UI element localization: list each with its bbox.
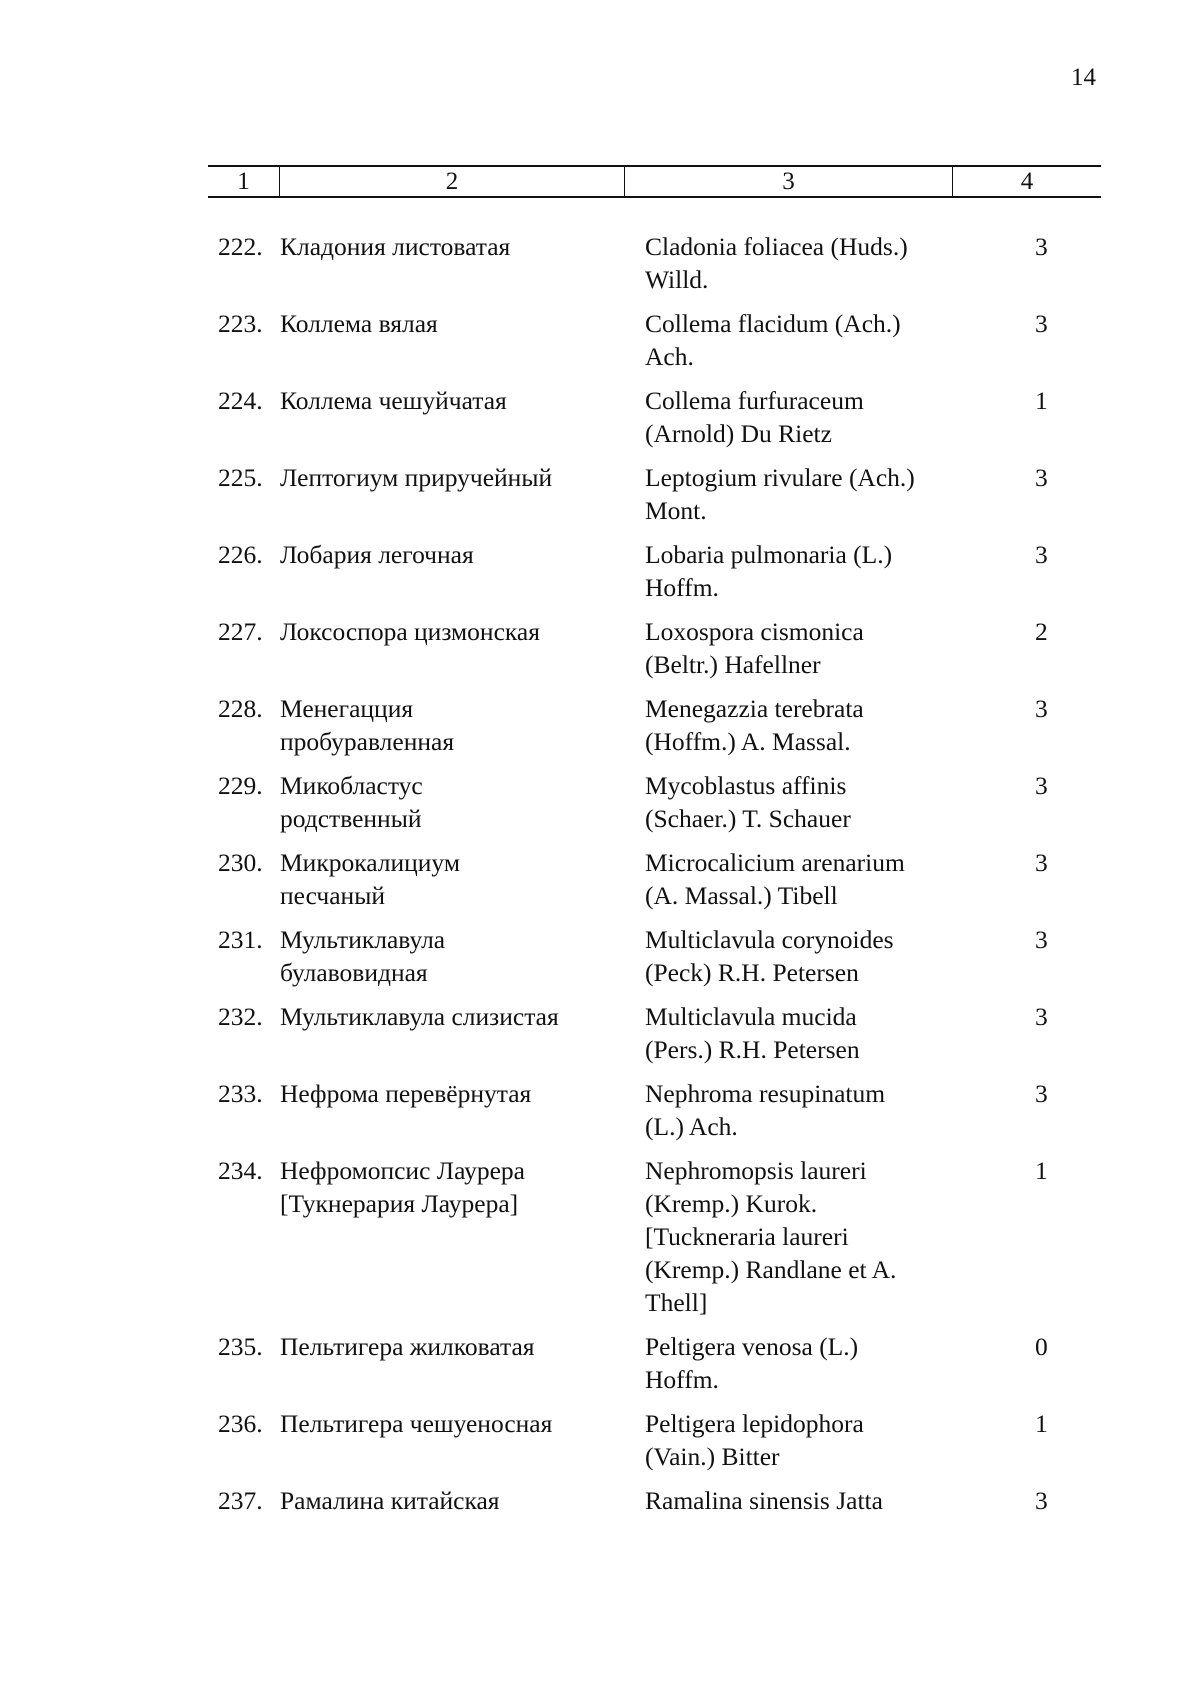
- latin-name: [625, 538, 953, 604]
- russian-name-line: Пельтигера чешуеносная: [280, 1409, 553, 1438]
- russian-name-line: Коллема чешуйчатая: [280, 386, 507, 415]
- russian-name: [280, 1077, 625, 1143]
- russian-name: [280, 538, 625, 604]
- table-row: [208, 1154, 1101, 1319]
- latin-name-line: (Vain.) Bitter: [645, 1442, 780, 1471]
- latin-name-line: Mont.: [645, 496, 707, 525]
- latin-name-line: Multiclavula mucida: [645, 1002, 857, 1031]
- latin-name-line: Loxospora cismonica: [645, 617, 864, 646]
- latin-name: [625, 461, 953, 527]
- latin-name-line: (A. Massal.) Tibell: [645, 881, 838, 910]
- russian-name-line: булавовидная: [280, 958, 428, 987]
- species-table-body: [208, 230, 1101, 1528]
- russian-name-line: Мультиклавула слизистая: [280, 1002, 559, 1031]
- row-number: 224.: [218, 386, 263, 415]
- latin-name-line: (Hoffm.) A. Massal.: [645, 727, 851, 756]
- row-number: 222.: [218, 232, 263, 261]
- russian-name: [280, 615, 625, 681]
- category: 3: [1035, 540, 1048, 569]
- row-number: 226.: [218, 540, 263, 569]
- row-number: 234.: [218, 1156, 263, 1185]
- latin-name-line: Ramalina sinensis Jatta: [645, 1486, 883, 1515]
- russian-name-line: Локсоспора цизмонская: [280, 617, 540, 646]
- russian-name: [280, 307, 625, 373]
- russian-name-line: Нефромопсис Лаурера: [280, 1156, 525, 1185]
- latin-name-line: (Beltr.) Hafellner: [645, 650, 821, 679]
- category: 3: [1035, 1079, 1048, 1108]
- table-row: [208, 1000, 1101, 1066]
- russian-name: [280, 230, 625, 296]
- russian-name-line: песчаный: [280, 881, 385, 910]
- russian-name-line: [Тукнерария Лаурера]: [280, 1189, 519, 1218]
- category: 3: [1035, 771, 1048, 800]
- row-number: 223.: [218, 309, 263, 338]
- latin-name: [625, 923, 953, 989]
- latin-name-line: Peltigera venosa (L.): [645, 1332, 859, 1361]
- latin-name: [625, 692, 953, 758]
- latin-name-line: Multiclavula corynoides: [645, 925, 894, 954]
- table-row: [208, 384, 1101, 450]
- latin-name-line: Mycoblastus affinis: [645, 771, 847, 800]
- latin-name-line: Hoffm.: [645, 1365, 719, 1394]
- latin-name-line: (Kremp.) Kurok.: [645, 1189, 818, 1218]
- russian-name: [280, 461, 625, 527]
- russian-name-line: Пельтигера жилковатая: [280, 1332, 535, 1361]
- latin-name: [625, 1484, 953, 1517]
- table-row: [208, 1484, 1101, 1517]
- russian-name: [280, 846, 625, 912]
- header-col-3: 3: [625, 167, 953, 196]
- russian-name: [280, 1330, 625, 1396]
- russian-name-line: пробуравленная: [280, 727, 455, 756]
- table-row: [208, 769, 1101, 835]
- latin-name-line: Collema furfuraceum: [645, 386, 864, 415]
- header-col-4: 4: [1020, 168, 1034, 195]
- header-col-1: 1: [208, 167, 280, 196]
- row-number: 235.: [218, 1332, 263, 1361]
- category: 2: [1035, 617, 1048, 646]
- latin-name-line: Peltigera lepidophora: [645, 1409, 864, 1438]
- category: 3: [1035, 1002, 1048, 1031]
- latin-name-line: Collema flacidum (Ach.): [645, 309, 901, 338]
- russian-name-line: Микрокалициум: [280, 848, 460, 877]
- row-number: 225.: [218, 463, 263, 492]
- russian-name: [280, 1154, 625, 1319]
- russian-name: [280, 692, 625, 758]
- category: 3: [1035, 925, 1048, 954]
- russian-name-line: Лобария легочная: [280, 540, 474, 569]
- row-number: 227.: [218, 617, 263, 646]
- latin-name-line: (Pers.) R.H. Petersen: [645, 1035, 860, 1064]
- russian-name-line: Кладония листоватая: [280, 232, 511, 261]
- category: 3: [1035, 694, 1048, 723]
- latin-name-line: Nephromopsis laureri: [645, 1156, 867, 1185]
- russian-name: [280, 923, 625, 989]
- russian-name-line: Микобластус: [280, 771, 423, 800]
- russian-name-line: Менегацция: [280, 694, 414, 723]
- latin-name: [625, 615, 953, 681]
- latin-name-line: Microcalicium arenarium: [645, 848, 905, 877]
- russian-name: [280, 1407, 625, 1473]
- latin-name-line: (Peck) R.H. Petersen: [645, 958, 859, 987]
- latin-name: [625, 307, 953, 373]
- latin-name-line: Lobaria pulmonaria (L.): [645, 540, 893, 569]
- russian-name-line: Коллема вялая: [280, 309, 438, 338]
- category: 1: [1035, 386, 1048, 415]
- latin-name: [625, 1330, 953, 1396]
- table-row: [208, 923, 1101, 989]
- row-number: 230.: [218, 848, 263, 877]
- page-number: 14: [1071, 64, 1096, 91]
- latin-name-line: Menegazzia terebrata: [645, 694, 864, 723]
- latin-name: [625, 1154, 953, 1319]
- row-number: 231.: [218, 925, 263, 954]
- row-number: 232.: [218, 1002, 263, 1031]
- latin-name-line: Cladonia foliacea (Huds.): [645, 232, 908, 261]
- category: 3: [1035, 848, 1048, 877]
- latin-name-line: (L.) Ach.: [645, 1112, 738, 1141]
- table-header: [208, 165, 1101, 198]
- category: 3: [1035, 309, 1048, 338]
- row-number: 229.: [218, 771, 263, 800]
- russian-name: [280, 1484, 625, 1517]
- table-row: [208, 846, 1101, 912]
- table-row: [208, 1077, 1101, 1143]
- russian-name: [280, 769, 625, 835]
- table-row: [208, 307, 1101, 373]
- russian-name-line: Лептогиум приручейный: [280, 463, 553, 492]
- russian-name-line: Нефрома перевёрнутая: [280, 1079, 532, 1108]
- table-row: [208, 615, 1101, 681]
- latin-name: [625, 384, 953, 450]
- category: 3: [1035, 463, 1048, 492]
- russian-name-line: родственный: [280, 804, 422, 833]
- table-row: [208, 538, 1101, 604]
- latin-name-line: Thell]: [645, 1288, 708, 1317]
- category: 1: [1035, 1409, 1048, 1438]
- latin-name-line: (Schaer.) T. Schauer: [645, 804, 851, 833]
- header-col-2: 2: [280, 167, 625, 196]
- row-number: 228.: [218, 694, 263, 723]
- latin-name: [625, 230, 953, 296]
- latin-name: [625, 769, 953, 835]
- category: 1: [1035, 1156, 1048, 1185]
- latin-name-line: Willd.: [645, 265, 709, 294]
- latin-name-line: Leptogium rivulare (Ach.): [645, 463, 915, 492]
- latin-name-line: Hoffm.: [645, 573, 719, 602]
- row-number: 233.: [218, 1079, 263, 1108]
- russian-name-line: Мультиклавула: [280, 925, 446, 954]
- table-row: [208, 230, 1101, 296]
- latin-name-line: (Arnold) Du Rietz: [645, 419, 832, 448]
- table-row: [208, 1330, 1101, 1396]
- category: 3: [1035, 232, 1048, 261]
- latin-name-line: Ach.: [645, 342, 694, 371]
- table-row: [208, 1407, 1101, 1473]
- russian-name: [280, 384, 625, 450]
- category: 3: [1035, 1486, 1048, 1515]
- latin-name: [625, 846, 953, 912]
- table-row: [208, 692, 1101, 758]
- russian-name: [280, 1000, 625, 1066]
- latin-name: [625, 1077, 953, 1143]
- category: 0: [1035, 1332, 1048, 1361]
- latin-name-line: Nephroma resupinatum: [645, 1079, 886, 1108]
- latin-name-line: (Kremp.) Randlane et A.: [645, 1255, 897, 1284]
- row-number: 237.: [218, 1486, 263, 1515]
- latin-name: [625, 1000, 953, 1066]
- table-row: [208, 461, 1101, 527]
- latin-name-line: [Tuckneraria laureri: [645, 1222, 849, 1251]
- russian-name-line: Рамалина китайская: [280, 1486, 500, 1515]
- row-number: 236.: [218, 1409, 263, 1438]
- latin-name: [625, 1407, 953, 1473]
